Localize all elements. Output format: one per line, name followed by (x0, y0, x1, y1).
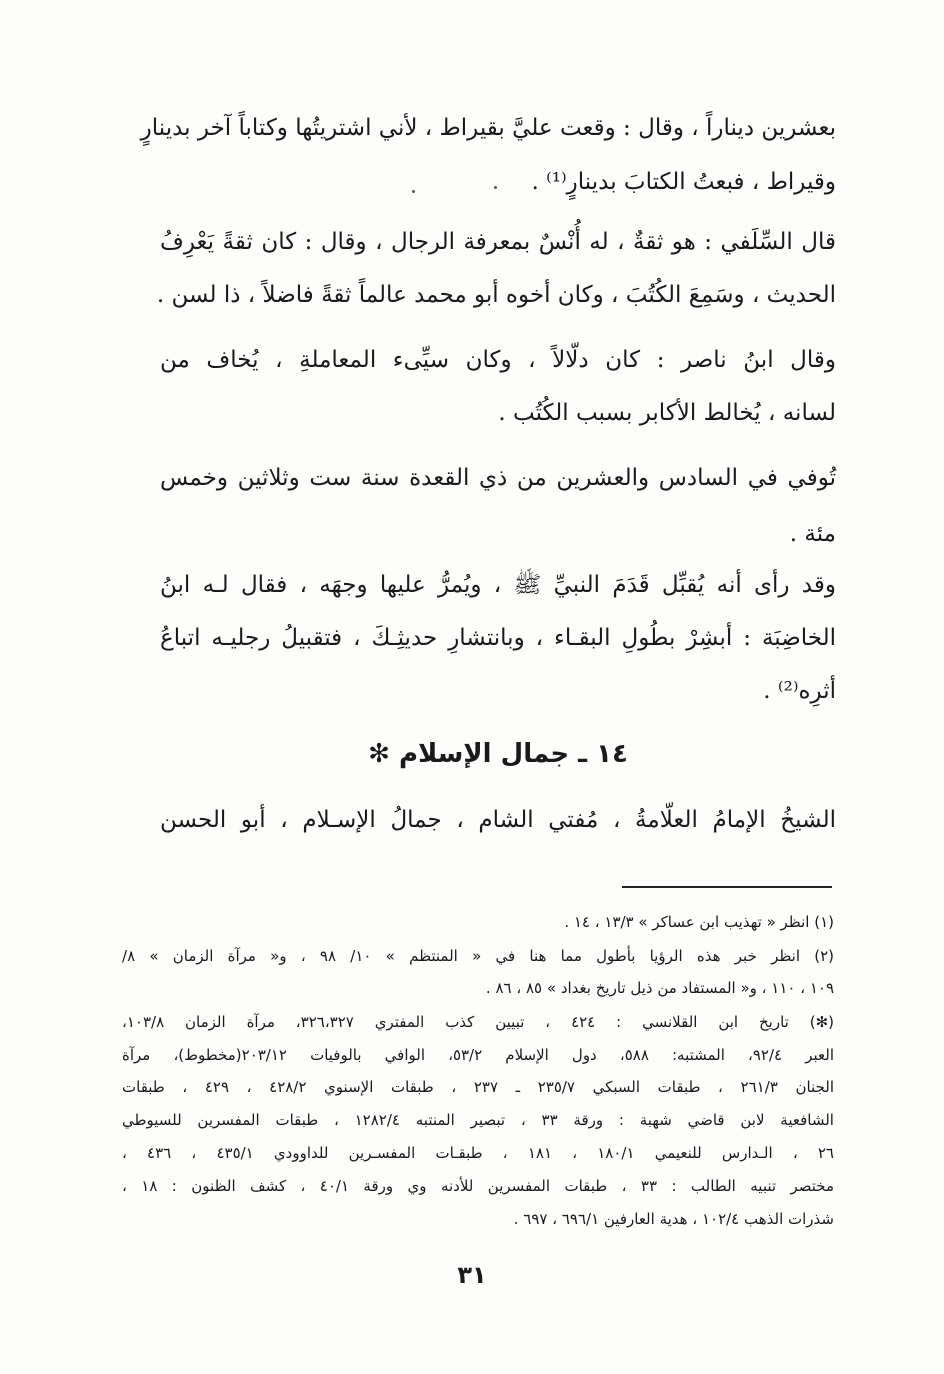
footnote-line: (٢) انظر خبر هذه الرؤيا بأطول مما هنا في « المنتظم » ١٠/ ٩٨ ، و« مرآة الزمان » ٨/ (122, 947, 834, 965)
text-line: الحديث ، وسَمِعَ الكُتُبَ ، وكان أخوه أبو محمد عالماً ثقةً فاضلاً ، ذا لسن . (156, 282, 836, 308)
footnote-line: ٢٦ ، الـدارس للنعيمي ١٨٠/١ ، ١٨١ ، طبقـات المفسـرين للداوودي ٤٣٥/١ ، ٤٣٦ ، (122, 1144, 834, 1162)
footnote-line: الشافعية لابن قاضي شهبة : ورقة ٣٣ ، تبصير المنتبه ١٢٨٢/٤ ، طبقات المفسرين للسيوطي (122, 1111, 834, 1129)
footnote-line: (١) انظر « تهذيب ابن عساكر » ١٣/٣ ، ١٤ . (564, 913, 834, 931)
text-line: أثرِه⁽²⁾ . (763, 678, 836, 704)
page-number: ٣١ (457, 1261, 487, 1289)
text-line: قال السِّلَفي : هو ثقةٌ ، له أُنْسٌ بمعرفة الرجال ، وقال : كان ثقةً يَعْرِفُ (160, 229, 836, 255)
text-line: الشيخُ الإمامُ العلّامةُ ، مُفتي الشام ، جمالُ الإسـلام ، أبو الحسن (160, 807, 836, 833)
text-line: وقيراط ، فبعتُ الكتابَ بدينارٍ⁽¹⁾ . (531, 169, 836, 195)
text-line: الخاضِبَة : أبشِرْ بطُولِ البقـاء ، وبانتشارِ حديثِـكَ ، فتقبيلُ رجليـه اتباعُ (160, 625, 836, 651)
footnote-line: العبر ٩٢/٤، المشتبه: ٥٨٨، دول الإسلام ٥٣/٢، الوافي بالوفيات ٢٠٣/١٢(مخطوط)، مرآة (122, 1046, 834, 1064)
text-line: وقد رأى أنه يُقبِّل قَدَمَ النبيِّ ﷺ ، ويُمرُّ عليها وجهَه ، فقال لـه ابنُ (160, 572, 836, 598)
text-line: مئة . (789, 521, 836, 547)
footnote-line: (✻) تاريخ ابن القلانسي : ٤٢٤ ، تبيين كذب المفتري ٣٢٦،٣٢٧، مرآة الزمان ١٠٣/٨، (122, 1013, 835, 1031)
footnote-line: ١٠٩ ، ١١٠ ، و« المستفاد من ذيل تاريخ بغداد » ٨٥ ، ٨٦ . (485, 979, 834, 997)
section-heading: ١٤ ـ جمال الإسلام ✻ (368, 739, 628, 769)
text-line: لسانه ، يُخالط الأكابر بسبب الكُتُب . (498, 400, 836, 426)
text-line: تُوفي في السادس والعشرين من ذي القعدة سنة ست وثلاثين وخمس (160, 465, 836, 491)
footnote-line: الجنان ٢٦١/٣ ، طبقات السبكي ٢٣٥/٧ ـ ٢٣٧ ، طبقات الإسنوي ٤٢٨/٢ ، ٤٢٩ ، طبقات (122, 1078, 834, 1096)
scan-speck (412, 190, 415, 193)
text-line: وقال ابنُ ناصر : كان دلّالاً ، وكان سيِّىء المعاملةِ ، يُخاف من (160, 347, 836, 373)
footnote-line: شذرات الذهب ١٠٢/٤ ، هدية العارفين ٦٩٦/١ ، ٦٩٧ . (513, 1210, 834, 1228)
footnote-line: مختصر تنبيه الطالب : ٣٣ ، طبقات المفسرين للأدنه وي ورقة ٤٠/١ ، كشف الظنون : ١٨ ، (122, 1177, 835, 1195)
text-line: بعشرين ديناراً ، وقال : وقعت عليَّ بقيراط ، لأني اشتريتُها وكتاباً آخر بدينارٍ (140, 115, 836, 141)
scan-speck (494, 186, 497, 189)
footnote-divider (622, 886, 832, 888)
